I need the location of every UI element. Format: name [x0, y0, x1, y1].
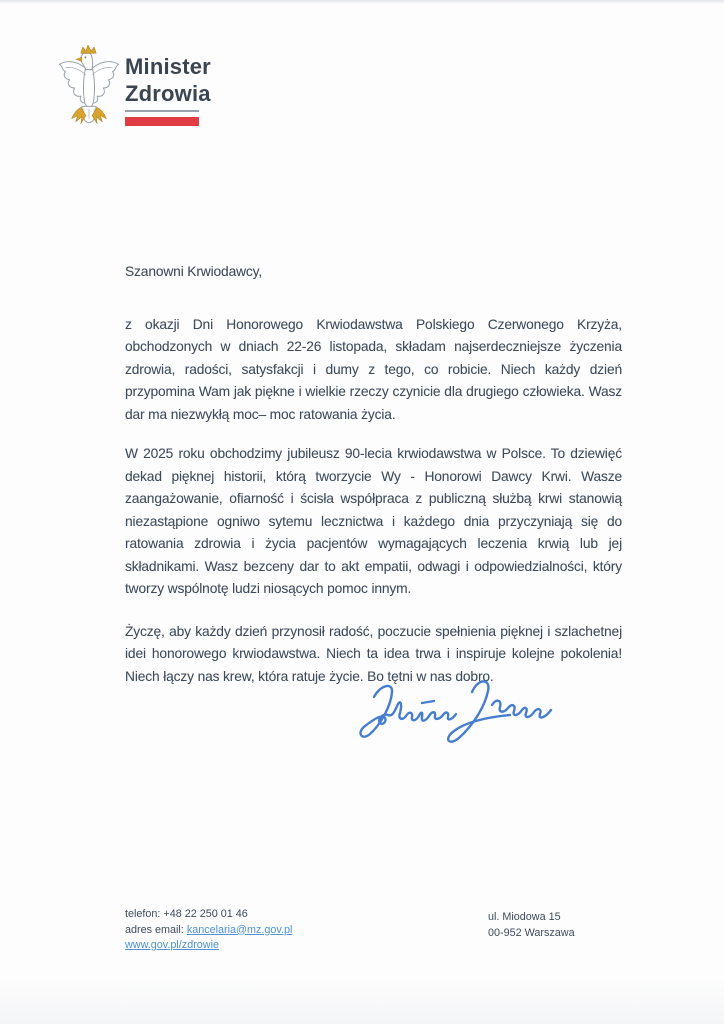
footer-website-link[interactable]: www.gov.pl/zdrowie — [125, 939, 220, 951]
footer-contact-block — [125, 907, 292, 954]
flag-red-stripe — [125, 117, 199, 126]
ministry-title-line2: Zdrowia — [125, 81, 211, 106]
footer-address-line2: 00-952 Warszawa — [488, 926, 575, 939]
polish-flag-divider — [125, 110, 199, 126]
footer-email-label: adres email: — [125, 923, 187, 936]
paragraph-1: z okazji Dni Honorowego Krwiodawstwa Polskiego Czerwonego Krzyża, obchodzonych w dniach 22-26 listopada, składam najserdeczniejsze życzenia zdrowia, radości, satysfakcji i dumy z tego, co robicie. Niech każdy dzień przypomina Wam jak piękne i wielkie rzeczy czynicie dla drugiego człowieka. Wasz dar ma niezwykłą moc– moc ratowania życia. — [125, 316, 622, 422]
ministry-title — [125, 53, 211, 107]
letter-body — [125, 261, 622, 688]
footer-website-line — [125, 938, 292, 954]
salutation: Szanowni Krwiodawcy, — [125, 264, 263, 279]
paragraph-3: Życzę, aby każdy dzień przynosił radość, poczucie spełnienia pięknej i szlachetnej idei honorowego krwiodawstwa. Niech ta idea trwa i inspiruje kolejne pokolenia! Niech łączy nas krew, która ratuje życie. Bo tętni w nas dobro. — [125, 623, 622, 684]
paragraph-2: W 2025 roku obchodzimy jubileusz 90-lecia krwiodawstwa w Polsce. To dziewięć dekad pięknej historii, którą tworzycie Wy - Honorowi Dawcy Krwi. Wasze zaangażowanie, ofiarność i ścisła współpraca z publiczną służbą krwi stanowią niezastąpione ogniwo sytemu lecznictwa i każdego dnia przyczyniają się do ratowania zdrowia i życia pacjentów wymagających leczenia krwią lub jej składnikami. Wasz bezceny dar to akt empatii, odwagi i odpowiedzialności, który tworzy wspólnotę ludzi niosących pomoc innym. — [125, 446, 622, 596]
footer-email-line — [125, 923, 292, 939]
handwritten-signature — [352, 665, 558, 753]
ministry-title-line1: Minister — [125, 54, 211, 79]
footer-address-line1: ul. Miodowa 15 — [488, 911, 561, 923]
polish-eagle-emblem-icon — [56, 45, 122, 133]
footer-address-block — [488, 910, 575, 941]
footer-email-link[interactable]: kancelaria@mz.gov.pl — [186, 923, 293, 936]
footer-phone: telefon: +48 22 250 01 46 — [125, 908, 248, 920]
